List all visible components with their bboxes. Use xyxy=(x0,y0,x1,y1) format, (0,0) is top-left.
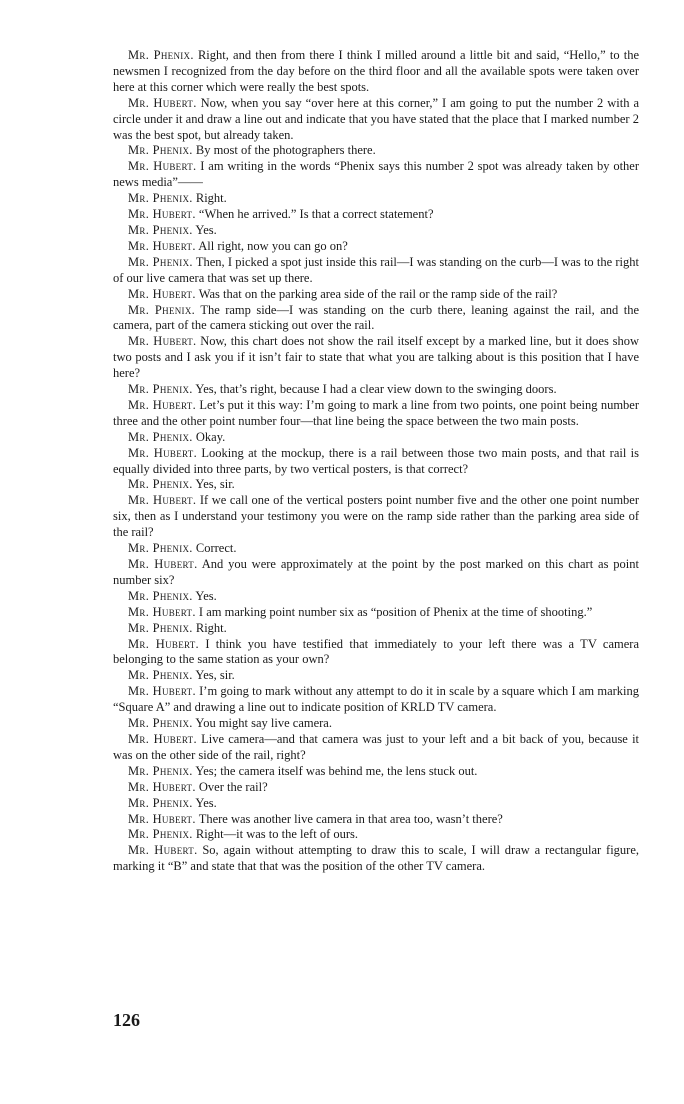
speaker-name: Mr. Hubert. xyxy=(128,286,196,301)
speech-text: Yes. xyxy=(195,588,217,603)
speaker-name: Mr. Hubert. xyxy=(128,731,197,746)
testimony-paragraph xyxy=(113,159,639,191)
speech-text: I think you have testified that immediately to your left there was a TV camera belonging to the same station as your own? xyxy=(113,636,640,667)
speaker-name: Mr. Phenix. xyxy=(128,48,194,62)
speaker-name: Mr. Phenix. xyxy=(128,763,193,778)
speaker-name: Mr. Phenix. xyxy=(128,588,193,603)
testimony-paragraph xyxy=(113,796,639,812)
testimony-paragraph xyxy=(113,780,639,796)
testimony-paragraph xyxy=(113,764,639,780)
testimony-paragraph xyxy=(113,48,639,96)
testimony-paragraph xyxy=(113,303,639,335)
speech-text: Okay. xyxy=(195,429,226,444)
speech-text: Right. xyxy=(195,620,227,635)
testimony-paragraph xyxy=(113,255,639,287)
testimony-paragraph xyxy=(113,207,639,223)
speech-text: All right, now you can go on? xyxy=(198,238,348,253)
speaker-name: Mr. Hubert. xyxy=(128,779,196,794)
speech-text: Now, when you say “over here at this corner,” I am going to put the number 2 with a circle under it and draw a line out and indicate that you have stated that the place that I marked number 2 was the best spot, but already taken. xyxy=(113,95,639,142)
speaker-name: Mr. Hubert. xyxy=(128,207,196,222)
speaker-name: Mr. Phenix. xyxy=(128,222,193,237)
speaker-name: Mr. Phenix. xyxy=(128,541,193,556)
speaker-name: Mr. Phenix. xyxy=(128,477,193,492)
speech-text: I am writing in the words “Phenix says this number 2 spot was already taken by other news media”—— xyxy=(113,159,640,190)
speech-text: Looking at the mockup, there is a rail between those two main posts, and that rail is equally divided into three parts, by two vertical posters, is that correct? xyxy=(113,445,639,476)
testimony-paragraph xyxy=(113,382,639,398)
speech-text: Was that on the parking area side of the rail or the ramp side of the rail? xyxy=(198,286,558,301)
speech-text: Correct. xyxy=(195,541,237,556)
speaker-name: Mr. Phenix. xyxy=(128,191,193,206)
testimony-paragraph xyxy=(113,223,639,239)
testimony-paragraph xyxy=(113,589,639,605)
testimony-paragraph xyxy=(113,557,639,589)
speaker-name: Mr. Phenix. xyxy=(128,302,196,317)
speaker-name: Mr. Phenix. xyxy=(128,795,193,810)
speech-text: Then, I picked a spot just inside this rail—I was standing on the curb—I was to the right of our live camera that was set up there. xyxy=(113,254,639,285)
speech-text: I am marking point number six as “position of Phenix at the time of shooting.” xyxy=(198,604,593,619)
speaker-name: Mr. Phenix. xyxy=(128,620,193,635)
speaker-name: Mr. Hubert. xyxy=(128,843,198,858)
testimony-paragraph xyxy=(113,812,639,828)
speaker-name: Mr. Phenix. xyxy=(128,827,193,842)
testimony-paragraph xyxy=(113,191,639,207)
speech-text: And you were approximately at the point by the post marked on this chart as point number six? xyxy=(113,557,639,587)
testimony-paragraph xyxy=(113,287,639,303)
speaker-name: Mr. Phenix. xyxy=(128,716,193,731)
testimony-paragraph xyxy=(113,334,639,382)
speaker-name: Mr. Hubert. xyxy=(128,95,197,110)
testimony-paragraph xyxy=(113,668,639,684)
speech-text: Yes; the camera itself was behind me, the lens stuck out. xyxy=(195,763,478,778)
speech-text: Right—it was to the left of ours. xyxy=(195,827,359,842)
speech-text: Now, this chart does not show the rail itself except by a marked line, but it does show two posts and I ask you if it isn’t fair to state that what you are talking about is this position that I have here? xyxy=(113,334,640,381)
testimony-paragraph xyxy=(113,843,639,875)
speaker-name: Mr. Hubert. xyxy=(128,636,199,651)
speech-text: The ramp side—I was standing on the curb there, leaning against the rail, and the camera, part of the camera sticking out over the rail. xyxy=(113,302,640,333)
speech-text: Yes, sir. xyxy=(195,668,235,683)
speaker-name: Mr. Phenix. xyxy=(128,382,193,397)
testimony-paragraph xyxy=(113,96,639,144)
speaker-name: Mr. Hubert. xyxy=(128,238,196,253)
speaker-name: Mr. Hubert. xyxy=(128,811,196,826)
speaker-name: Mr. Hubert. xyxy=(128,684,196,699)
testimony-paragraph xyxy=(113,827,639,843)
testimony-paragraph xyxy=(113,143,639,159)
testimony-paragraph xyxy=(113,716,639,732)
testimony-paragraph xyxy=(113,732,639,764)
testimony-paragraph xyxy=(113,446,639,478)
speaker-name: Mr. Hubert. xyxy=(128,557,198,571)
speaker-name: Mr. Hubert. xyxy=(128,445,198,460)
testimony-paragraph xyxy=(113,239,639,255)
speech-text: Live camera—and that camera was just to your left and a bit back of you, because it was on the other side of the rail, right? xyxy=(113,731,640,762)
speech-text: You might say live camera. xyxy=(195,716,332,731)
speaker-name: Mr. Hubert. xyxy=(128,493,197,508)
speech-text: Yes. xyxy=(195,795,217,810)
testimony-paragraph xyxy=(113,493,639,541)
speaker-name: Mr. Phenix. xyxy=(128,429,193,444)
speech-text: Right. xyxy=(195,191,227,206)
speech-text: Right, and then from there I think I milled around a little bit and said, “Hello,” to the newsmen I recognized from the day before on the third floor and all the available spots were taken over here at this corner which were really the best spots. xyxy=(113,48,640,94)
transcript-body xyxy=(113,48,639,875)
speaker-name: Mr. Phenix. xyxy=(128,668,193,683)
testimony-paragraph xyxy=(113,605,639,621)
speech-text: So, again without attempting to draw this to scale, I will draw a rectangular figure, marking it “B” and state that that was the position of the other TV camera. xyxy=(113,843,640,874)
testimony-paragraph xyxy=(113,398,639,430)
testimony-paragraph xyxy=(113,621,639,637)
testimony-paragraph xyxy=(113,430,639,446)
speaker-name: Mr. Hubert. xyxy=(128,334,197,349)
testimony-paragraph xyxy=(113,477,639,493)
speaker-name: Mr. Hubert. xyxy=(128,397,196,412)
speech-text: If we call one of the vertical posters point number five and the other one point number six, then as I understand your testimony you were on the ramp side rather than the parking area side of the rail? xyxy=(113,493,640,540)
speech-text: Yes, that’s right, because I had a clear view down to the swinging doors. xyxy=(195,382,557,397)
speech-text: Yes, sir. xyxy=(195,477,235,492)
speaker-name: Mr. Hubert. xyxy=(128,159,197,174)
testimony-paragraph xyxy=(113,541,639,557)
speech-text: By most of the photographers there. xyxy=(195,143,376,158)
speech-text: There was another live camera in that area too, wasn’t there? xyxy=(198,811,503,826)
testimony-paragraph xyxy=(113,637,639,669)
page-number: 126 xyxy=(113,1010,140,1030)
testimony-paragraph xyxy=(113,684,639,716)
speaker-name: Mr. Phenix. xyxy=(128,143,193,158)
speaker-name: Mr. Hubert. xyxy=(128,604,196,619)
speech-text: I’m going to mark without any attempt to do it in scale by a square which I am marking “Square A” and drawing a line out to indicate position of KRLD TV camera. xyxy=(113,684,640,715)
speech-text: “When he arrived.” Is that a correct statement? xyxy=(198,207,434,222)
speech-text: Yes. xyxy=(195,222,217,237)
speech-text: Let’s put it this way: I’m going to mark a line from two points, one point being number three and the other point number four—that line being the space between the two main posts. xyxy=(113,397,639,428)
speech-text: Over the rail? xyxy=(198,779,268,794)
speaker-name: Mr. Phenix. xyxy=(128,254,193,269)
